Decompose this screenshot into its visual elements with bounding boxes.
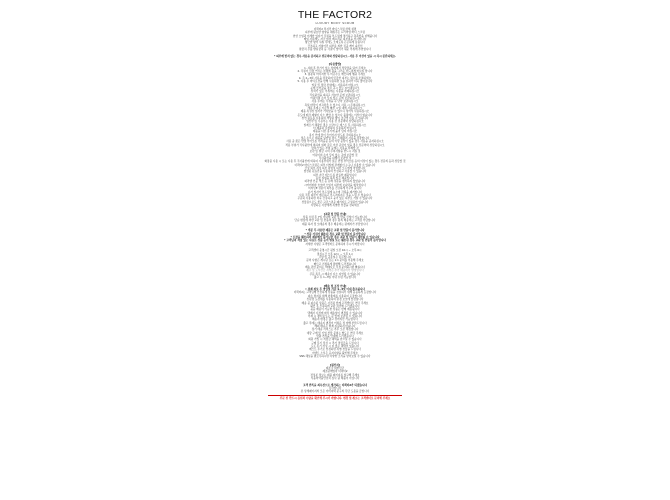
text-line: * 개봉 후 사용한 제품은 교환 및 반품이 불가합니다 — [305, 229, 365, 233]
text-line: 감사합니다 — [328, 387, 342, 391]
text-line: * 포장을 훼손하여 재판매가 불가능한 경우 교환 및 반품이 제한될 수 있습니다 — [290, 235, 380, 239]
section-heading: [사용방법] — [328, 63, 342, 67]
text-line: 주말 및 공휴일은 휴무입니다 — [318, 256, 352, 260]
text-line: 맞춤 견적을 안내해 드리겠습니다 — [316, 334, 354, 338]
text-line: 꾸준히 사용하면 더욱 건강하고 윤기 있는 피부로 가꿀 수 있습니다 — [297, 197, 373, 201]
text-line: 직사광선을 피하고 서늘한 곳에 보관하십시오 — [309, 93, 361, 97]
text-line: 사용 후에는 뚜껑을 꼭 닫아 보관하십시오 — [311, 100, 359, 104]
section-heading: [배송 및 포장 안내] — [323, 284, 347, 288]
text-line: 어린이의 손이 닿지 않는 곳에 보관할 것 — [312, 153, 358, 157]
text-line: 제품을 다른 용기에 옮겨 담지 마십시오 — [312, 130, 358, 134]
text-line: 제주 및 도서산간 지역은 추가 배송비가 발생합니다 — [306, 269, 364, 273]
text-line: 친환경 포장재를 사용하여 환경 보호에 앞장섭니다 — [306, 298, 364, 302]
text-line: 보관 및 취급 시의 주의사항을 반드시 지킬 것 — [309, 150, 361, 154]
text-line: 배송지 변경은 출고 전까지만 가능합니다 — [312, 318, 358, 322]
text-line: 1. 샤워 후 물기가 있는 상태에서 적당량을 덜어 주세요 — [304, 66, 366, 70]
text-line: 사랑하는 사람에게 특별한 선물을 전하세요 — [310, 203, 360, 207]
text-line: 온도에 따라 제형이 다소 변할 수 있으나 품질에는 이상이 없습니다 — [297, 113, 373, 117]
text-line: 출고 후 1~3일 이내 수령 가능합니다 — [313, 276, 357, 280]
text-line: 포토 후기 작성 시 더 많은 혜택이 있습니다 — [310, 344, 360, 348]
text-line: 고객 만족을 최우선으로 생각하는 더팩터2가 되겠습니다 — [303, 383, 367, 387]
text-line: * 고객님의 책임 있는 사유로 상품 등이 멸실 또는 훼손된 경우 교환 및 반품이 불가합니다 — [284, 239, 386, 243]
text-line: 확인 후 신속하게 교환 처리해 드리겠습니다 — [310, 304, 360, 308]
text-line: 엄선된 원료만을 사용하여 안심하고 사용할 수 있습니다 — [303, 170, 367, 174]
text-line: * 상품 가치가 훼손된 경우 교환 및 반품이 불가합니다 — [304, 232, 366, 236]
text-line: 눈에 들어갔을 경우 즉시 물로 씻어내십시오 — [310, 86, 360, 90]
text-line: 더팩터2 바디스크럽은 피부 타입에 관계없이 누구나 사용할 수 있습니다 — [294, 163, 376, 167]
text-line: 파라벤 인공 색소 등 유해 성분을 첨가하지 않았습니다 — [304, 180, 366, 184]
text-line: 슈가 입자가 부드럽게 녹으며 각질을 제거합니다 — [307, 190, 363, 194]
text-line: 5. 사용 후 바디로션을 함께 사용하면 보습 효과가 더욱 좋아집니다 — [297, 80, 373, 84]
text-line: 택배사 사정에 따라 배송일이 변경될 수 있습니다 — [307, 311, 363, 315]
divider — [268, 395, 402, 396]
text-line: SNS 채널을 팔로우하시면 다양한 소식을 받아보실 수 있습니다 — [299, 355, 371, 358]
brand-tagline: LUXURY BODY SCRUB — [315, 21, 355, 25]
text-line: 본 상세페이지의 모든 이미지와 문구의 무단 도용을 금합니다 — [300, 390, 370, 394]
text-line: 자세한 사항은 고객센터로 문의하여 주시기 바랍니다 — [305, 242, 365, 246]
text-line: 사용 직후 피부가 매끈하고 부드러워지는 것을 느낄 수 있습니다 — [299, 193, 371, 197]
section-heading: [원산지] — [330, 363, 340, 367]
text-line: 시어버터와 호호바 오일이 피부에 보습막을 형성합니다 — [304, 183, 366, 187]
text-line — [258, 279, 412, 282]
text-line: • 결제 완료 후 영업일 기준 1~3일 이내 출고됩니다 — [305, 288, 365, 292]
text-line: 팔꿈치 무릎 발뒤꿈치 등 각질이 쌓이기 쉬운 부위에 추천합니다 — [299, 48, 371, 52]
text-line: 화장품 사용 시 또는 사용 후 직사광선에 의하여 사용부위가 붉은 반점 부어오름 등의 이상이 있는 경우 전문의 등과 상담할 것 — [264, 160, 406, 164]
text-line: 피부 자극 테스트를 완료한 제품입니다 — [313, 173, 357, 177]
text-line: 더팩터2는 고객님께 안전하게 상품을 전달하기 위해 꼼꼼하게 포장합니다 — [293, 291, 377, 295]
text-line: 사용 중 붉은 반점 부어오름 가려움증 등의 이상 증상이 있을 경우 사용을 중지하십시오 — [286, 140, 384, 144]
text-line: 제조판매업자 더팩터2 — [322, 370, 348, 374]
text-line: 대량 구매 및 기업 선물 문의는 별도로 연락 주세요 — [306, 331, 364, 335]
text-line: 비타민E 성분이 피부를 건강하게 가꾸어 줍니다 — [308, 187, 362, 191]
text-line: 건성 피부 지성 피부 복합성 피부 모두에게 적합합니다 — [304, 167, 366, 171]
text-line — [258, 58, 412, 61]
text-line: 어린이의 손이 닿지 않는 곳에 보관하십시오 — [310, 96, 360, 100]
text-line: 해외 배송은 현재 지원하지 않습니다 — [314, 324, 356, 328]
text-line: 개봉 후에는 가급적 빠른 시일 내에 사용하십시오 — [307, 106, 363, 110]
text-line: 출고 후에는 배송지 변경이 어려운 점 양해 부탁드립니다 — [303, 321, 367, 325]
text-line: 베스트 후기로 선정되면 특별 선물을 드립니다 — [309, 348, 361, 352]
text-line: 상품 수령 후 7일 이내에 교환 및 반품 신청이 가능합니다 — [302, 215, 368, 219]
text-line: * 피부에 맞지 않는 경우 사용을 중지하고 전문의와 상담하십시오. 사용 후 이상이 있을 시 즉시 중단하세요. — [273, 54, 397, 58]
text-line: 천연 오일과 미세한 입자가 각질을 부드럽게 정리하고 촉촉함을 더해줍니다 — [292, 34, 378, 38]
text-line: 용기 안에 물이 들어가지 않도록 주의하십시오 — [309, 133, 361, 137]
text-line: 단순 변심에 의한 교환 및 반품의 경우 왕복 배송비는 고객님 부담입니다 — [294, 219, 376, 223]
text-line: 묶음 배송이 가능한 상품은 함께 배송됩니다 — [310, 308, 360, 312]
text-line: 더팩터2 럭셔리 바디스크럽 상세 설명 — [313, 28, 357, 31]
text-line: 얼굴 및 점막 부위에는 사용하지 마십시오 — [311, 83, 359, 87]
text-line: 천연 원료를 사용하여 색상과 향이 조금씩 다를 수 있습니다 — [301, 116, 369, 120]
text-line — [258, 358, 412, 361]
text-line: 전성분 정보는 제품 패키지를 참고해 주세요 — [310, 373, 360, 377]
text-line: 2. 각질이 신경 쓰이는 부위에 원을 그리듯 부드럽게 마사지 합니다 — [297, 70, 373, 74]
detail-text-body — [258, 28, 412, 400]
text-line: 제품 하자 및 오배송의 경우 배송비는 판매자가 부담합니다 — [302, 222, 368, 226]
text-line: 향긋한 향이 샤워 후에도 오래도록 은은하게 남습니다 — [304, 41, 366, 45]
text-line: 파손 방지를 위해 완충재를 사용하여 포장합니다 — [307, 294, 363, 298]
text-line: 빠르고 친절하게 답변해 드리겠습니다 — [313, 262, 357, 266]
text-line: 욕실 바닥이 미끄러울 수 있으니 사용 시 주의하십시오 — [304, 103, 366, 107]
text-line: 매일 사용해도 자극 없이 매끄러운 피부결을 선사합니다 — [303, 38, 367, 42]
text-line: 제조국 대한민국 — [325, 367, 345, 371]
text-line: 직사광선을 피해서 보관할 것 — [318, 157, 352, 161]
text-line: 상처가 있는 부위에는 사용을 자제하십시오 — [310, 90, 360, 94]
text-line: 고객센터 운영시간 평일 오전 10시 ~ 오후 6시 — [308, 249, 362, 253]
text-line: 선물용으로도 좋은 고급스러운 패키지로 구성되어 있습니다 — [301, 200, 369, 204]
text-line: 배송 관련 문의는 택배사로 직접 문의하시면 빠릅니다 — [304, 266, 366, 270]
text-line: 식품의약품안전처 심사 필 제품이 아닙니다 — [310, 377, 360, 381]
text-line: 상처가 있는 부위 등에는 사용을 자제할 것 — [311, 147, 359, 151]
text-line: 주문 전 반드시 옵션과 수량을 확인해 주시기 바랍니다. 변경 및 취소는 고객센터로 문의해 주세요 — [279, 396, 391, 400]
text-line — [258, 207, 412, 210]
text-line: 주문 폭주 시 배송이 다소 지연될 수 있습니다 — [309, 272, 361, 276]
text-line: 타 제품과 혼합하여 사용하지 마십시오 — [313, 126, 357, 130]
text-line: 정기 배송 서비스는 추후 오픈 예정입니다 — [311, 328, 359, 332]
text-line: 점심시간 오후 12시 ~ 오후 1시 — [316, 252, 354, 256]
text-line: 구매 후기 작성 시 추가 적립금을 드립니다 — [311, 341, 359, 345]
text-line: 적용 부위가 직사광선에 의하여 위와 같은 이상 증상이 있을 경우 전문의와 상담하십시오 — [285, 143, 385, 147]
text-line: 회원 가입 시 적립금 혜택을 받으실 수 있습니다 — [308, 338, 362, 342]
text-line: 3. 충분히 마사지한 후 미온수로 깨끗하게 헹궈 주세요 — [304, 73, 366, 77]
text-line: 이벤트 소식은 공지사항을 확인해 주세요 — [312, 351, 358, 355]
text-line: 건조하고 거칠어진 피부를 위한 집중 케어 솔루션 — [307, 44, 363, 48]
text-line: 동물 실험을 하지 않은 제품입니다 — [315, 177, 355, 181]
text-line: 젖은 손으로 제품을 덜어낼 경우 스패출러 사용을 권장합니다 — [300, 137, 370, 140]
section-heading: [교환 및 반품 안내] — [323, 212, 347, 216]
text-line: 피부에 필요한 영양을 채워주는 프리미엄 바디 스크럽 — [304, 31, 366, 35]
text-line: 제품 특성상 입자가 가라앉을 수 있으니 섞어서 사용하십시오 — [300, 110, 370, 114]
text-line: 알레르기 체질인 경우 소량으로 테스트 후 사용하십시오 — [303, 123, 367, 127]
text-line: 배송 중 파손된 상품은 사진과 함께 고객센터로 연락 주세요 — [301, 301, 369, 305]
text-line: 4. 주 2~3회 사용을 권장하며 민감한 피부는 횟수를 조절하세요 — [298, 76, 372, 80]
product-detail-document — [258, 10, 412, 486]
text-line: 문의 사항은 게시판 또는 1:1 문의를 이용해 주세요 — [306, 259, 364, 263]
brand-logo: THE FACTOR2 — [297, 10, 373, 21]
text-line: 부재 시 경비실 또는 문 앞에 보관될 수 있습니다 — [307, 314, 363, 318]
text-line: 임산부 및 수유부는 사용 전 전문의와 상담하십시오 — [306, 120, 364, 124]
